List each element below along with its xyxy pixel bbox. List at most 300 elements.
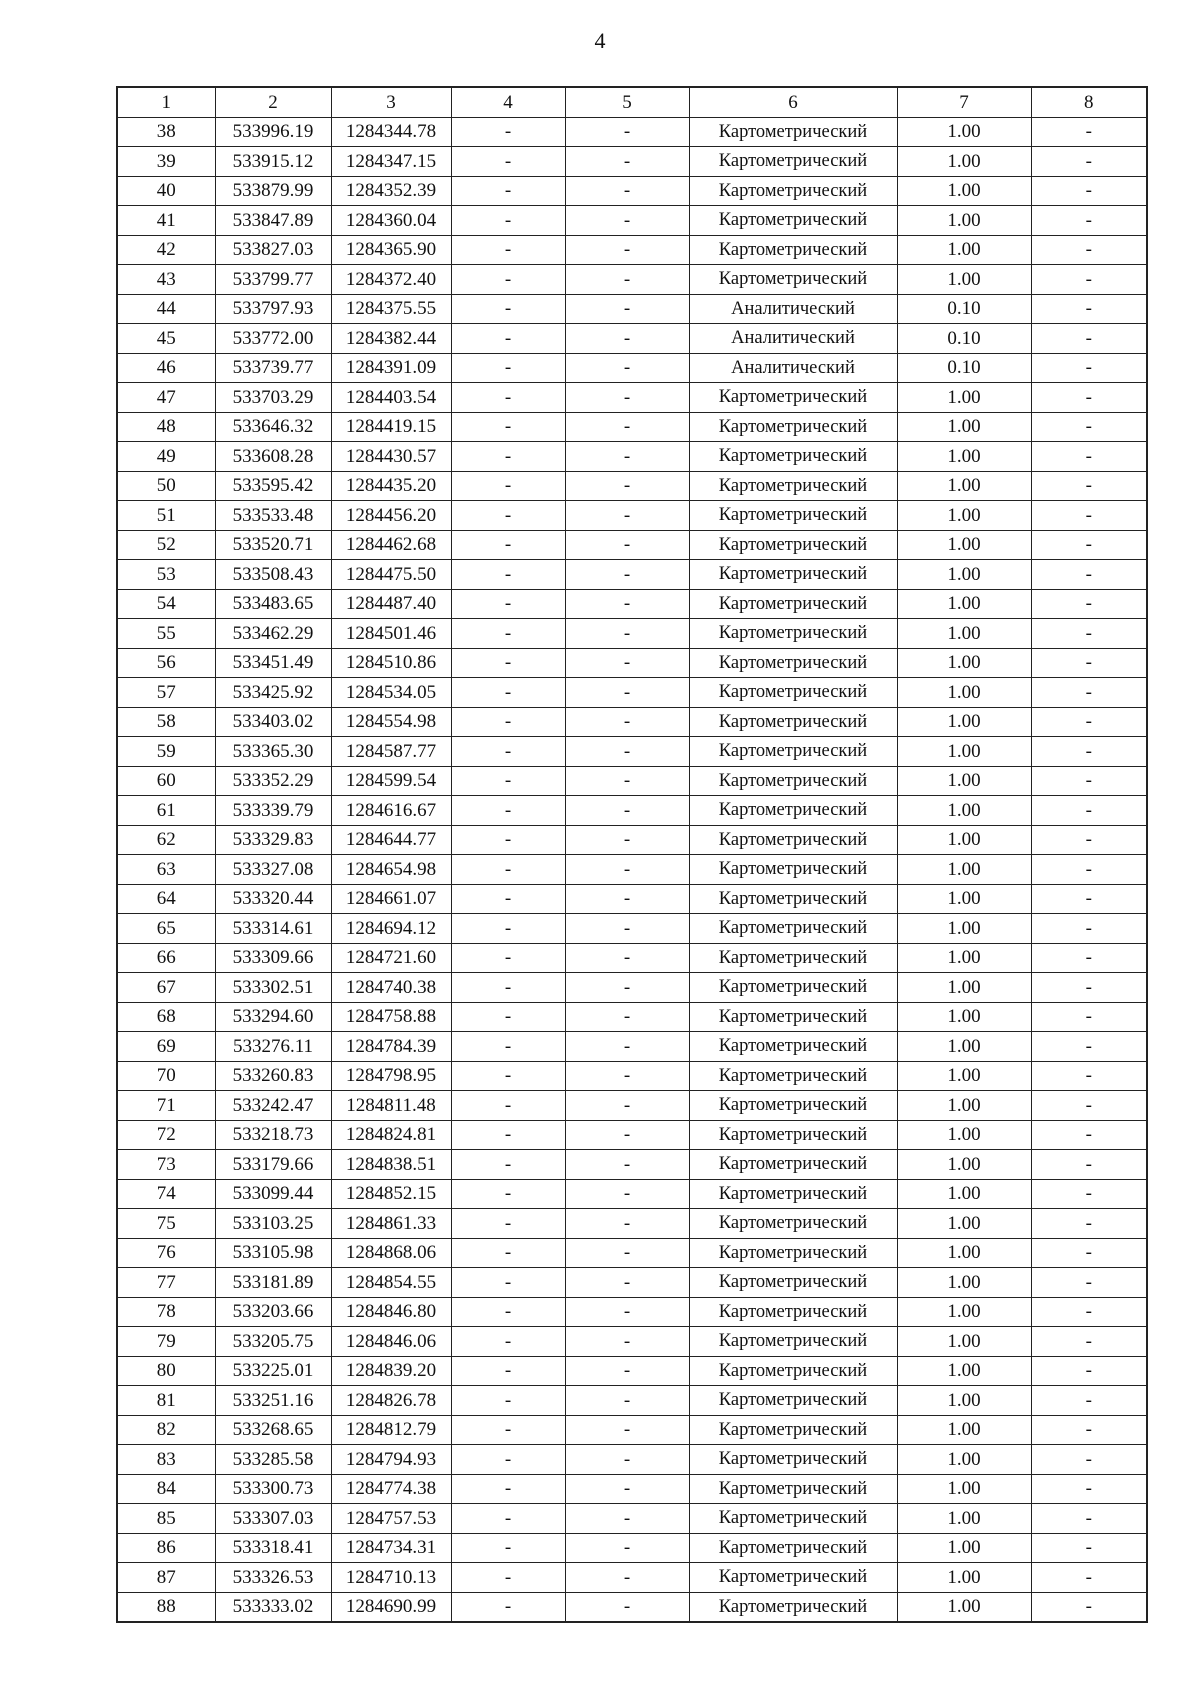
x-coordinate-cell: 533309.66	[215, 943, 331, 973]
accuracy-cell: 1.00	[897, 796, 1031, 826]
col8-cell: -	[1031, 1002, 1147, 1032]
col4-cell: -	[451, 1061, 565, 1091]
table-row	[117, 147, 1147, 177]
method-cell: Картометрический	[689, 1268, 897, 1298]
col5-cell: -	[565, 1032, 689, 1062]
table-row	[117, 589, 1147, 619]
point-number-cell: 68	[117, 1002, 215, 1032]
point-number-cell: 84	[117, 1474, 215, 1504]
table-row	[117, 1002, 1147, 1032]
table-row	[117, 855, 1147, 885]
point-number-cell: 54	[117, 589, 215, 619]
x-coordinate-cell: 533425.92	[215, 678, 331, 708]
accuracy-cell: 1.00	[897, 1150, 1031, 1180]
col8-cell: -	[1031, 825, 1147, 855]
col5-cell: -	[565, 914, 689, 944]
col4-cell: -	[451, 147, 565, 177]
accuracy-cell: 1.00	[897, 1533, 1031, 1563]
y-coordinate-cell: 1284824.81	[331, 1120, 451, 1150]
table-row	[117, 1209, 1147, 1239]
col5-cell: -	[565, 383, 689, 413]
accuracy-cell: 1.00	[897, 1268, 1031, 1298]
table-row	[117, 176, 1147, 206]
table-row	[117, 353, 1147, 383]
x-coordinate-cell: 533320.44	[215, 884, 331, 914]
accuracy-cell: 1.00	[897, 1091, 1031, 1121]
accuracy-cell: 1.00	[897, 737, 1031, 767]
method-cell: Картометрический	[689, 1002, 897, 1032]
table-row	[117, 825, 1147, 855]
table-row	[117, 1474, 1147, 1504]
y-coordinate-cell: 1284710.13	[331, 1563, 451, 1593]
method-cell: Картометрический	[689, 648, 897, 678]
col4-cell: -	[451, 943, 565, 973]
accuracy-cell: 1.00	[897, 766, 1031, 796]
col4-cell: -	[451, 1533, 565, 1563]
y-coordinate-cell: 1284430.57	[331, 442, 451, 472]
col5-cell: -	[565, 265, 689, 295]
accuracy-cell: 1.00	[897, 471, 1031, 501]
x-coordinate-cell: 533595.42	[215, 471, 331, 501]
x-coordinate-cell: 533105.98	[215, 1238, 331, 1268]
col5-cell: -	[565, 412, 689, 442]
col8-cell: -	[1031, 206, 1147, 236]
accuracy-cell: 0.10	[897, 353, 1031, 383]
point-number-cell: 64	[117, 884, 215, 914]
y-coordinate-cell: 1284456.20	[331, 501, 451, 531]
col4-cell: -	[451, 471, 565, 501]
col4-cell: -	[451, 1592, 565, 1622]
table-row	[117, 973, 1147, 1003]
table-row	[117, 766, 1147, 796]
table-row	[117, 1327, 1147, 1357]
method-cell: Картометрический	[689, 1032, 897, 1062]
table-row	[117, 1120, 1147, 1150]
col4-cell: -	[451, 383, 565, 413]
col8-cell: -	[1031, 1563, 1147, 1593]
x-coordinate-cell: 533103.25	[215, 1209, 331, 1239]
col8-cell: -	[1031, 1533, 1147, 1563]
point-number-cell: 66	[117, 943, 215, 973]
table-row	[117, 884, 1147, 914]
method-cell: Картометрический	[689, 117, 897, 147]
x-coordinate-cell: 533703.29	[215, 383, 331, 413]
accuracy-cell: 1.00	[897, 1209, 1031, 1239]
col8-cell: -	[1031, 1445, 1147, 1475]
col5-cell: -	[565, 471, 689, 501]
table-row	[117, 530, 1147, 560]
method-cell: Картометрический	[689, 855, 897, 885]
x-coordinate-cell: 533352.29	[215, 766, 331, 796]
method-cell: Картометрический	[689, 884, 897, 914]
col4-cell: -	[451, 1238, 565, 1268]
column-header: 4	[451, 87, 565, 117]
accuracy-cell: 1.00	[897, 206, 1031, 236]
point-number-cell: 46	[117, 353, 215, 383]
column-header: 5	[565, 87, 689, 117]
method-cell: Картометрический	[689, 973, 897, 1003]
point-number-cell: 44	[117, 294, 215, 324]
accuracy-cell: 1.00	[897, 560, 1031, 590]
col8-cell: -	[1031, 235, 1147, 265]
col4-cell: -	[451, 1356, 565, 1386]
table-body	[117, 117, 1147, 1622]
y-coordinate-cell: 1284852.15	[331, 1179, 451, 1209]
y-coordinate-cell: 1284644.77	[331, 825, 451, 855]
col4-cell: -	[451, 1268, 565, 1298]
x-coordinate-cell: 533205.75	[215, 1327, 331, 1357]
accuracy-cell: 1.00	[897, 117, 1031, 147]
x-coordinate-cell: 533099.44	[215, 1179, 331, 1209]
accuracy-cell: 1.00	[897, 530, 1031, 560]
table-row	[117, 1238, 1147, 1268]
table-row	[117, 1504, 1147, 1534]
col5-cell: -	[565, 1179, 689, 1209]
accuracy-cell: 1.00	[897, 825, 1031, 855]
x-coordinate-cell: 533483.65	[215, 589, 331, 619]
col5-cell: -	[565, 1415, 689, 1445]
col8-cell: -	[1031, 943, 1147, 973]
method-cell: Картометрический	[689, 530, 897, 560]
y-coordinate-cell: 1284721.60	[331, 943, 451, 973]
x-coordinate-cell: 533327.08	[215, 855, 331, 885]
col5-cell: -	[565, 678, 689, 708]
accuracy-cell: 1.00	[897, 265, 1031, 295]
col4-cell: -	[451, 825, 565, 855]
col8-cell: -	[1031, 412, 1147, 442]
x-coordinate-cell: 533533.48	[215, 501, 331, 531]
y-coordinate-cell: 1284599.54	[331, 766, 451, 796]
point-number-cell: 74	[117, 1179, 215, 1209]
col5-cell: -	[565, 1563, 689, 1593]
table-row	[117, 1032, 1147, 1062]
col5-cell: -	[565, 1150, 689, 1180]
accuracy-cell: 1.00	[897, 884, 1031, 914]
col5-cell: -	[565, 1504, 689, 1534]
col5-cell: -	[565, 235, 689, 265]
col8-cell: -	[1031, 1120, 1147, 1150]
col4-cell: -	[451, 1091, 565, 1121]
accuracy-cell: 1.00	[897, 914, 1031, 944]
col4-cell: -	[451, 1474, 565, 1504]
x-coordinate-cell: 533268.65	[215, 1415, 331, 1445]
y-coordinate-cell: 1284352.39	[331, 176, 451, 206]
x-coordinate-cell: 533294.60	[215, 1002, 331, 1032]
method-cell: Картометрический	[689, 1238, 897, 1268]
table-row	[117, 707, 1147, 737]
x-coordinate-cell: 533365.30	[215, 737, 331, 767]
col8-cell: -	[1031, 560, 1147, 590]
point-number-cell: 80	[117, 1356, 215, 1386]
col4-cell: -	[451, 1297, 565, 1327]
table-row	[117, 796, 1147, 826]
method-cell: Картометрический	[689, 914, 897, 944]
col5-cell: -	[565, 176, 689, 206]
col8-cell: -	[1031, 1297, 1147, 1327]
method-cell: Картометрический	[689, 265, 897, 295]
y-coordinate-cell: 1284868.06	[331, 1238, 451, 1268]
y-coordinate-cell: 1284372.40	[331, 265, 451, 295]
method-cell: Картометрический	[689, 1179, 897, 1209]
x-coordinate-cell: 533879.99	[215, 176, 331, 206]
table-row	[117, 1533, 1147, 1563]
col8-cell: -	[1031, 442, 1147, 472]
col4-cell: -	[451, 678, 565, 708]
table-row	[117, 1386, 1147, 1416]
y-coordinate-cell: 1284690.99	[331, 1592, 451, 1622]
col5-cell: -	[565, 1327, 689, 1357]
y-coordinate-cell: 1284501.46	[331, 619, 451, 649]
method-cell: Картометрический	[689, 1563, 897, 1593]
method-cell: Картометрический	[689, 383, 897, 413]
col4-cell: -	[451, 1032, 565, 1062]
accuracy-cell: 1.00	[897, 1415, 1031, 1445]
col5-cell: -	[565, 353, 689, 383]
col8-cell: -	[1031, 914, 1147, 944]
method-cell: Картометрический	[689, 471, 897, 501]
method-cell: Картометрический	[689, 1474, 897, 1504]
page-number: 4	[594, 28, 606, 53]
accuracy-cell: 1.00	[897, 1032, 1031, 1062]
col8-cell: -	[1031, 1327, 1147, 1357]
point-number-cell: 50	[117, 471, 215, 501]
table-row	[117, 1179, 1147, 1209]
method-cell: Аналитический	[689, 353, 897, 383]
col4-cell: -	[451, 796, 565, 826]
col5-cell: -	[565, 324, 689, 354]
col5-cell: -	[565, 1002, 689, 1032]
point-number-cell: 79	[117, 1327, 215, 1357]
col5-cell: -	[565, 1238, 689, 1268]
table-row	[117, 1415, 1147, 1445]
col8-cell: -	[1031, 294, 1147, 324]
header-row	[117, 87, 1147, 117]
col5-cell: -	[565, 648, 689, 678]
col5-cell: -	[565, 825, 689, 855]
method-cell: Картометрический	[689, 766, 897, 796]
col8-cell: -	[1031, 501, 1147, 531]
x-coordinate-cell: 533339.79	[215, 796, 331, 826]
col5-cell: -	[565, 707, 689, 737]
point-number-cell: 47	[117, 383, 215, 413]
y-coordinate-cell: 1284360.04	[331, 206, 451, 236]
table-row	[117, 442, 1147, 472]
point-number-cell: 86	[117, 1533, 215, 1563]
col5-cell: -	[565, 1474, 689, 1504]
table-row	[117, 943, 1147, 973]
table-row	[117, 619, 1147, 649]
method-cell: Картометрический	[689, 796, 897, 826]
x-coordinate-cell: 533251.16	[215, 1386, 331, 1416]
table-row	[117, 648, 1147, 678]
y-coordinate-cell: 1284798.95	[331, 1061, 451, 1091]
y-coordinate-cell: 1284344.78	[331, 117, 451, 147]
col8-cell: -	[1031, 884, 1147, 914]
y-coordinate-cell: 1284854.55	[331, 1268, 451, 1298]
col8-cell: -	[1031, 353, 1147, 383]
col4-cell: -	[451, 884, 565, 914]
col8-cell: -	[1031, 737, 1147, 767]
col4-cell: -	[451, 1386, 565, 1416]
point-number-cell: 72	[117, 1120, 215, 1150]
col8-cell: -	[1031, 619, 1147, 649]
col5-cell: -	[565, 1297, 689, 1327]
point-number-cell: 42	[117, 235, 215, 265]
method-cell: Картометрический	[689, 825, 897, 855]
accuracy-cell: 1.00	[897, 1238, 1031, 1268]
col4-cell: -	[451, 1179, 565, 1209]
method-cell: Картометрический	[689, 1297, 897, 1327]
method-cell: Картометрический	[689, 943, 897, 973]
accuracy-cell: 1.00	[897, 1563, 1031, 1593]
method-cell: Картометрический	[689, 1209, 897, 1239]
col5-cell: -	[565, 206, 689, 236]
x-coordinate-cell: 533218.73	[215, 1120, 331, 1150]
method-cell: Картометрический	[689, 501, 897, 531]
point-number-cell: 38	[117, 117, 215, 147]
col8-cell: -	[1031, 1179, 1147, 1209]
coordinates-table	[116, 86, 1148, 1623]
point-number-cell: 60	[117, 766, 215, 796]
col4-cell: -	[451, 1445, 565, 1475]
point-number-cell: 88	[117, 1592, 215, 1622]
accuracy-cell: 1.00	[897, 589, 1031, 619]
accuracy-cell: 1.00	[897, 501, 1031, 531]
point-number-cell: 57	[117, 678, 215, 708]
x-coordinate-cell: 533307.03	[215, 1504, 331, 1534]
table-row	[117, 412, 1147, 442]
y-coordinate-cell: 1284475.50	[331, 560, 451, 590]
method-cell: Картометрический	[689, 678, 897, 708]
column-header: 8	[1031, 87, 1147, 117]
y-coordinate-cell: 1284435.20	[331, 471, 451, 501]
point-number-cell: 73	[117, 1150, 215, 1180]
method-cell: Картометрический	[689, 1533, 897, 1563]
x-coordinate-cell: 533300.73	[215, 1474, 331, 1504]
col4-cell: -	[451, 501, 565, 531]
col4-cell: -	[451, 1120, 565, 1150]
col8-cell: -	[1031, 1238, 1147, 1268]
y-coordinate-cell: 1284616.67	[331, 796, 451, 826]
y-coordinate-cell: 1284811.48	[331, 1091, 451, 1121]
point-number-cell: 55	[117, 619, 215, 649]
point-number-cell: 87	[117, 1563, 215, 1593]
col4-cell: -	[451, 766, 565, 796]
x-coordinate-cell: 533329.83	[215, 825, 331, 855]
point-number-cell: 81	[117, 1386, 215, 1416]
point-number-cell: 45	[117, 324, 215, 354]
x-coordinate-cell: 533285.58	[215, 1445, 331, 1475]
y-coordinate-cell: 1284838.51	[331, 1150, 451, 1180]
col4-cell: -	[451, 530, 565, 560]
point-number-cell: 70	[117, 1061, 215, 1091]
point-number-cell: 61	[117, 796, 215, 826]
point-number-cell: 77	[117, 1268, 215, 1298]
table-row	[117, 117, 1147, 147]
accuracy-cell: 1.00	[897, 1297, 1031, 1327]
y-coordinate-cell: 1284419.15	[331, 412, 451, 442]
table-row	[117, 737, 1147, 767]
x-coordinate-cell: 533827.03	[215, 235, 331, 265]
point-number-cell: 49	[117, 442, 215, 472]
col4-cell: -	[451, 973, 565, 1003]
point-number-cell: 53	[117, 560, 215, 590]
y-coordinate-cell: 1284365.90	[331, 235, 451, 265]
method-cell: Аналитический	[689, 324, 897, 354]
point-number-cell: 62	[117, 825, 215, 855]
y-coordinate-cell: 1284534.05	[331, 678, 451, 708]
method-cell: Картометрический	[689, 1356, 897, 1386]
accuracy-cell: 1.00	[897, 176, 1031, 206]
x-coordinate-cell: 533462.29	[215, 619, 331, 649]
method-cell: Картометрический	[689, 1504, 897, 1534]
method-cell: Картометрический	[689, 1327, 897, 1357]
col4-cell: -	[451, 1002, 565, 1032]
point-number-cell: 56	[117, 648, 215, 678]
method-cell: Картометрический	[689, 442, 897, 472]
col4-cell: -	[451, 1327, 565, 1357]
accuracy-cell: 1.00	[897, 1592, 1031, 1622]
x-coordinate-cell: 533318.41	[215, 1533, 331, 1563]
point-number-cell: 71	[117, 1091, 215, 1121]
point-number-cell: 39	[117, 147, 215, 177]
col8-cell: -	[1031, 648, 1147, 678]
col4-cell: -	[451, 737, 565, 767]
y-coordinate-cell: 1284554.98	[331, 707, 451, 737]
point-number-cell: 41	[117, 206, 215, 236]
accuracy-cell: 1.00	[897, 619, 1031, 649]
col5-cell: -	[565, 530, 689, 560]
method-cell: Картометрический	[689, 1386, 897, 1416]
y-coordinate-cell: 1284757.53	[331, 1504, 451, 1534]
accuracy-cell: 1.00	[897, 1002, 1031, 1032]
col8-cell: -	[1031, 471, 1147, 501]
method-cell: Картометрический	[689, 147, 897, 177]
col8-cell: -	[1031, 117, 1147, 147]
y-coordinate-cell: 1284587.77	[331, 737, 451, 767]
col5-cell: -	[565, 766, 689, 796]
col5-cell: -	[565, 1592, 689, 1622]
y-coordinate-cell: 1284403.54	[331, 383, 451, 413]
accuracy-cell: 1.00	[897, 973, 1031, 1003]
col4-cell: -	[451, 1504, 565, 1534]
col4-cell: -	[451, 589, 565, 619]
method-cell: Картометрический	[689, 206, 897, 236]
x-coordinate-cell: 533225.01	[215, 1356, 331, 1386]
method-cell: Картометрический	[689, 1120, 897, 1150]
accuracy-cell: 1.00	[897, 147, 1031, 177]
col5-cell: -	[565, 1268, 689, 1298]
x-coordinate-cell: 533203.66	[215, 1297, 331, 1327]
point-number-cell: 82	[117, 1415, 215, 1445]
col8-cell: -	[1031, 1474, 1147, 1504]
x-coordinate-cell: 533915.12	[215, 147, 331, 177]
col8-cell: -	[1031, 973, 1147, 1003]
point-number-cell: 65	[117, 914, 215, 944]
x-coordinate-cell: 533314.61	[215, 914, 331, 944]
col4-cell: -	[451, 412, 565, 442]
column-header: 6	[689, 87, 897, 117]
col4-cell: -	[451, 619, 565, 649]
column-header: 2	[215, 87, 331, 117]
accuracy-cell: 1.00	[897, 648, 1031, 678]
method-cell: Картометрический	[689, 1150, 897, 1180]
method-cell: Картометрический	[689, 707, 897, 737]
table-row	[117, 1563, 1147, 1593]
y-coordinate-cell: 1284654.98	[331, 855, 451, 885]
accuracy-cell: 1.00	[897, 855, 1031, 885]
table-row	[117, 1150, 1147, 1180]
